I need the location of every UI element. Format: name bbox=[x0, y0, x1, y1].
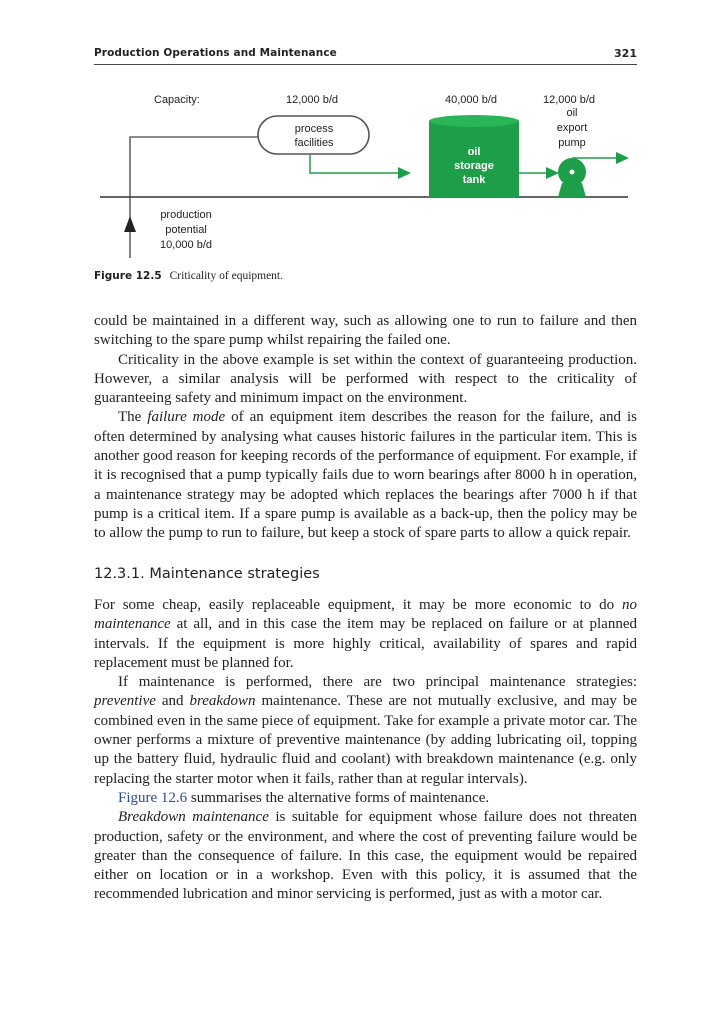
page-number: 321 bbox=[614, 47, 637, 60]
caption-text: Criticality of equipment. bbox=[169, 270, 284, 282]
emphasis: breakdown bbox=[189, 693, 256, 710]
paragraph bbox=[94, 808, 637, 904]
potential-arrow bbox=[124, 216, 136, 232]
criticality-diagram bbox=[0, 0, 703, 290]
export-arrow bbox=[616, 152, 629, 164]
emphasis: no maintenance bbox=[94, 597, 637, 633]
tank-to-pump-arrow bbox=[546, 167, 559, 179]
tank-capacity: 40,000 b/d bbox=[445, 94, 497, 106]
emphasis: failure mode bbox=[147, 409, 226, 426]
text-run: summarises the alternative forms of maintenance. bbox=[187, 789, 490, 806]
text-run: at all, and in this case the item may be replaced on failure or at planned intervals. If the equipment is more highly critical, availability of spares and rapid replacement must be planned for. bbox=[94, 616, 637, 671]
process-capacity: 12,000 b/d bbox=[286, 94, 338, 106]
pump-label-1: oil bbox=[566, 107, 578, 119]
capacity-label: Capacity: bbox=[154, 94, 200, 106]
caption-label: Figure 12.5 bbox=[94, 270, 162, 282]
process-label-2: facilities bbox=[294, 137, 334, 149]
process-label-1: process bbox=[294, 123, 334, 135]
text-run: is suitable for equipment whose failure does not threaten production, safety or the environment, and where the cost of preventing failure would be greater than the consequence of failure. In this case, the equipment would be repaired either on location or in a workshop. Even with this policy, it is assumed that the recommended lubrication and minor servicing is performed, just as with a motor car. bbox=[94, 809, 637, 903]
paragraph bbox=[94, 673, 637, 789]
potential-label-2: potential bbox=[165, 224, 207, 236]
tank-label-2: storage bbox=[454, 160, 494, 172]
pump-capacity: 12,000 b/d bbox=[543, 94, 595, 106]
tank-label-1: oil bbox=[467, 146, 481, 158]
body-text-lower bbox=[94, 596, 637, 905]
running-title: Production Operations and Maintenance bbox=[94, 47, 337, 59]
section-heading: 12.3.1. Maintenance strategies bbox=[94, 566, 320, 582]
text-run: If maintenance is performed, there are two principal maintenance strategies: bbox=[118, 674, 637, 691]
figure-caption bbox=[94, 270, 283, 282]
process-to-tank-arrow bbox=[398, 167, 411, 179]
pump-label-3: pump bbox=[558, 137, 586, 149]
potential-label-1: production bbox=[160, 209, 212, 221]
text-run: The bbox=[118, 409, 148, 426]
paragraph: Criticality in the above example is set within the context of guaranteeing production. However, a similar analysis will be performed with respect to the criticality of guaranteeing safety and minimum impact on the environment. bbox=[94, 351, 637, 407]
paragraph bbox=[94, 789, 637, 808]
tank-label-3: tank bbox=[462, 174, 486, 186]
text-run: and bbox=[155, 693, 190, 710]
emphasis: preventive bbox=[94, 693, 156, 710]
potential-label-3: 10,000 b/d bbox=[160, 239, 212, 251]
text-run: maintenance. These are not mutually exclusive, and may be combined even in the same piece of equipment. Take for example a private motor car. The owner performs a mixture of preventive maintenance (by adding lubricating oil, topping up the battery fluid, hydraulic fluid and coolant) with breakdown maintenance (e.g. only replacing the starter motor when it fails, rather than at regular intervals). bbox=[94, 693, 637, 787]
paragraph: could be maintained in a different way, such as allowing one to run to failure and then switching to the spare pump whilst repairing the failed one. bbox=[94, 313, 637, 349]
figure-12-6-link[interactable]: Figure 12.6 bbox=[118, 789, 188, 806]
pump-hub bbox=[570, 170, 575, 175]
paragraph bbox=[94, 408, 637, 543]
text-run: of an equipment item describes the reason for the failure, and is often determined by analysing what causes historic failures in the particular item. This is another good reason for keeping records of the performance of equipment. For example, if it is recognised that a pump typically fails due to worn bearings after 8000 h in operation, a maintenance strategy may be adopted which replaces the bearings after 7000 h if that pump is a critical item. If a spare pump is available as a back-up, then the policy may be to allow the pump to run to failure, but keep a stock of spare parts to allow a quick repair. bbox=[94, 409, 637, 542]
paragraph bbox=[94, 596, 637, 673]
pump-label-2: export bbox=[556, 122, 588, 134]
process-to-tank-line bbox=[310, 155, 400, 173]
text-run: For some cheap, easily replaceable equipment, it may be more economic to do bbox=[94, 597, 622, 613]
body-text-upper bbox=[94, 312, 637, 544]
tank-top bbox=[429, 115, 519, 127]
emphasis: Breakdown maintenance bbox=[118, 809, 269, 826]
